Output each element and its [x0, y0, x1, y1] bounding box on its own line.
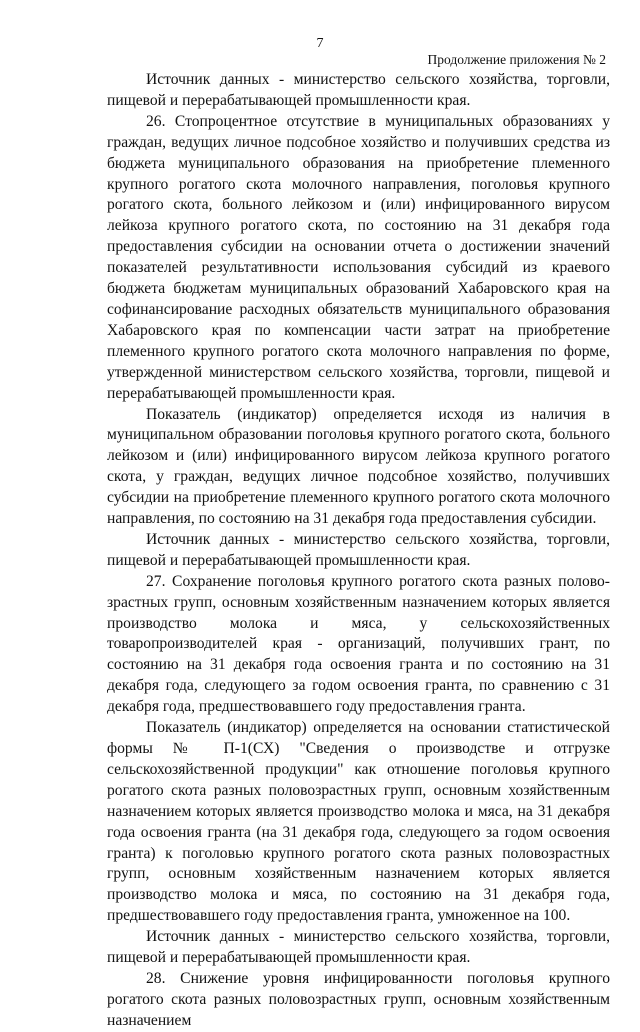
paragraph-item-27: 27. Сохранение поголовья крупного рогатого скота разных половозрастных групп, основным хозяйственным назначением которых является производство молока и мяса, у сельскохозяйственных товаропроизводителей края - организаций, получивших грант, по состоянию на 31 декабря года освоения гранта и по состоянию на 31 декабря года, следующего за годом освоения гранта, по сравнению с 31 декабря года, предшествовавшего году предоставления гранта.	[107, 572, 610, 716]
paragraph-source-1: Источник данных - министерство сельского хозяйства, торговли, пищевой и перерабатывающей промышленности края.	[107, 71, 610, 109]
paragraph-indicator-26: Показатель (индикатор) определяется исходя из наличия в муниципальном образовании поголовья крупного рогатого скота, больного лейкозом и (или) инфицированного вирусом лейкоза крупного рогатого скота, у граждан, ведущих личное подсобное хозяйство, получивших субсидии на приобретение племенного крупного рогатого скота молочного направления, по состоянию на 31 декабря года предоставления субсидии.	[107, 405, 610, 528]
paragraph-item-28: 28. Снижение уровня инфицированности поголовья крупного рогатого скота разных половозрастных групп, основным хозяйственным назначением	[107, 969, 610, 1029]
paragraph-source-3: Источник данных - министерство сельского хозяйства, торговли, пищевой и перерабатывающей промышленности края.	[107, 928, 610, 967]
body-text	[107, 70, 610, 1032]
paragraph-source-2: Источник данных - министерство сельского хозяйства, торговли, пищевой и перерабатывающей промышленности края.	[107, 530, 610, 569]
appendix-label: Продолжение приложения № 2	[427, 52, 606, 67]
page-number: 7	[316, 36, 324, 51]
paragraph-indicator-27: Показатель (индикатор) определяется на основании статистической формы № П-1(СХ) "Сведения о производстве и отгрузке сельскохозяйственной продукции" как отношение поголовья крупного рогатого скота разных половозрастных групп, основным хозяйственным назначением которых является производство молока и мяса, на 31 декабря года освоения гранта (на 31 декабря года, следующего за годом освоения гранта) к поголовью крупного рогатого скота разных половозрастных групп, основным хозяйственным назначением которых является производство молока и мяса, по состоянию на 31 декабря года, предшествовавшего году предоставления гранта, умноженное на 100.	[107, 719, 610, 925]
paragraph-item-26: 26. Стопроцентное отсутствие в муниципальных образованиях у граждан, ведущих личное подсобное хозяйство и получивших средства из бюджета муниципального образования на приобретение племенного крупного рогатого скота молочного направления, поголовья крупного рогатого скота, больного лейкозом и (или) инфицированного вирусом лейкоза крупного рогатого скота, по состоянию на 31 декабря года предоставления субсидии на основании отчета о достижении значений показателей результативности использования субсидий из краевого бюджета бюджетам муниципальных образований Хабаровского края на софинансирование расходных обязательств муниципального образования Хабаровского края по компенсации части затрат на приобретение племенного крупного рогатого скота молочного направления по форме, утвержденной министерством сельского хозяйства, торговли, пищевой и перерабатывающей промышленности края.	[107, 112, 610, 402]
